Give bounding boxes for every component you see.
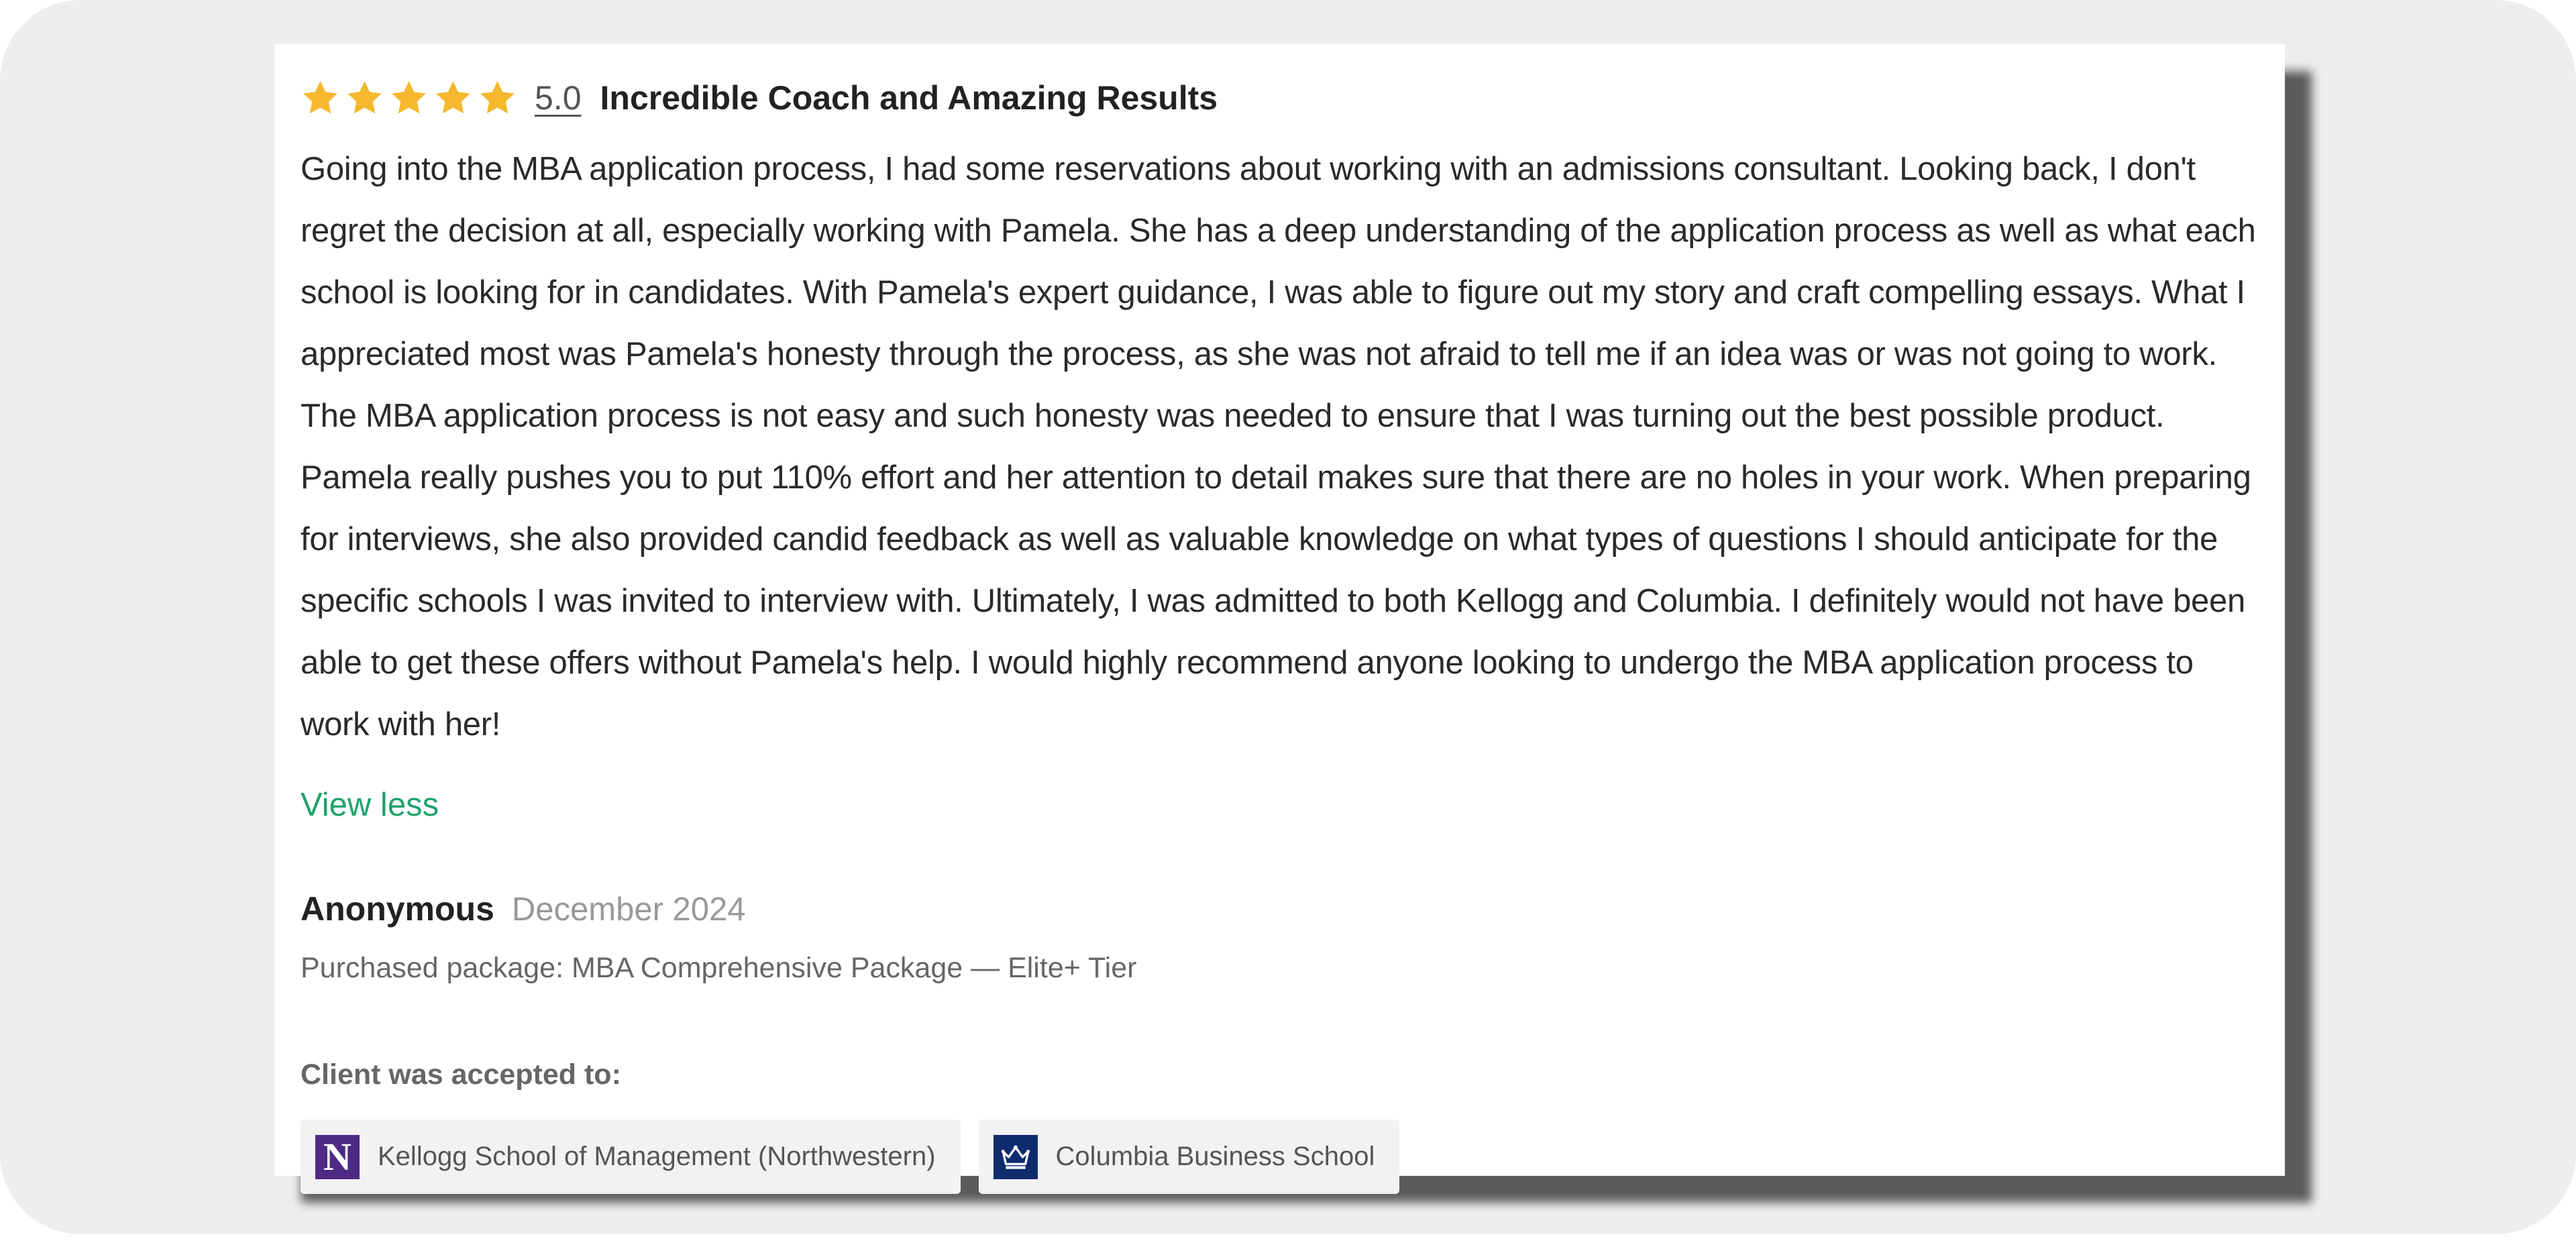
star-icon [301,78,340,118]
school-name: Kellogg School of Management (Northwestern) [378,1142,936,1171]
review-date: December 2024 [511,891,746,928]
star-icon [345,78,384,118]
purchased-package: Purchased package: MBA Comprehensive Package — Elite+ Tier [301,952,1137,984]
review-card [274,44,2285,1179]
star-rating [301,78,517,118]
school-chips [301,1120,1399,1194]
columbia-crown-logo-icon [994,1135,1038,1179]
review-body: Going into the MBA application process, I had some reservations about working with an admissions consultant. Looking back, I don't regret the decision at all, especially working with Pamela. She has a deep understanding of the application process as well as what each school is looking for in candidates. With Pamela's expert guidance, I was able to figure out my story and craft compelling essays. What I appreciated most was Pamela's honesty through the process, as she was not afraid to tell me if an idea was or was not going to work. The MBA application process is not easy and such honesty was needed to ensure that I was turning out the best possible product. Pamela really pushes you to put 110% effort and her attention to detail makes sure that there are no holes in your work. When preparing for interviews, she also provided candid feedback as well as valuable knowledge on what types of questions I should anticipate for the specific schools I was invited to interview with. Ultimately, I was admitted to both Kellogg and Columbia. I definitely would not have been able to get these offers without Pamela's help. I would highly recommend anyone looking to undergo the MBA application process to work with her! [301,151,2256,743]
star-icon [478,78,517,118]
star-icon [433,78,473,118]
school-name: Columbia Business School [1055,1142,1375,1171]
review-header [301,71,1218,125]
northwestern-logo-icon: N [315,1135,360,1179]
accepted-to-label: Client was accepted to: [301,1058,621,1091]
review-title: Incredible Coach and Amazing Results [600,79,1218,117]
star-icon [389,78,429,118]
reviewer-info [301,889,746,928]
rating-value[interactable]: 5.0 [535,79,582,117]
reviewer-name: Anonymous [301,890,494,928]
school-chip-kellogg[interactable] [301,1120,961,1194]
view-less-link[interactable]: View less [301,787,439,823]
school-chip-columbia[interactable] [979,1120,1400,1194]
